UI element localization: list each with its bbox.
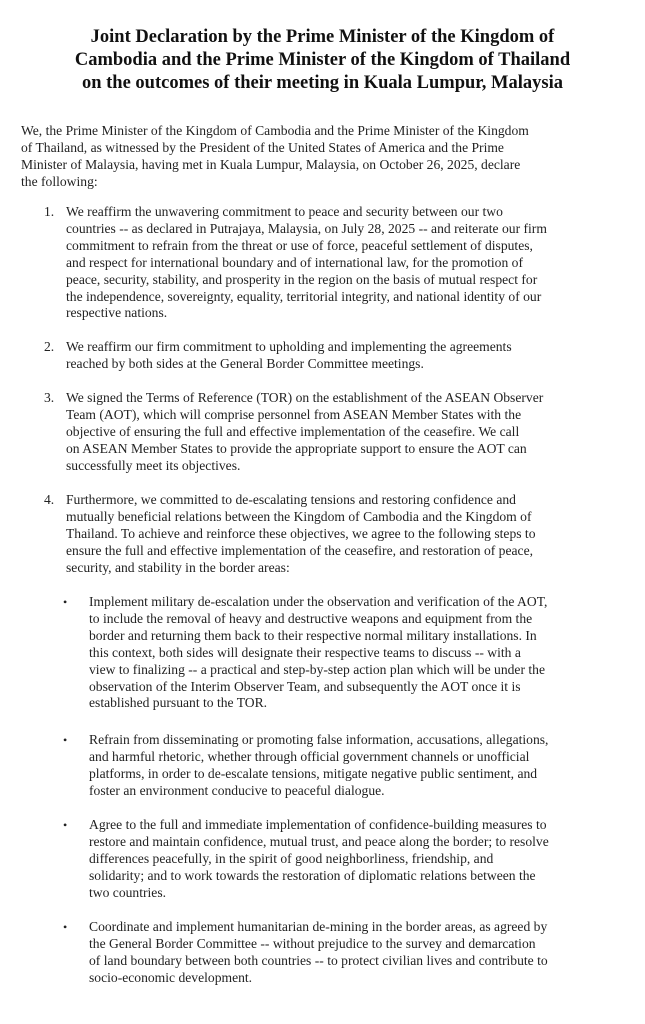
bullet-line: platforms, in order to de-escalate tensions, mitigate negative public sentiment, and (89, 765, 538, 781)
bullet-line: established pursuant to the TOR. (89, 695, 268, 711)
bullet-line: this context, both sides will designate their respective teams to discuss -- with a (89, 644, 521, 660)
bullet-icon: • (63, 595, 68, 609)
title-line: Joint Declaration by the Prime Minister of the Kingdom of (90, 27, 555, 47)
bullet-line: Refrain from disseminating or promoting false information, accusations, allegations, (89, 732, 549, 747)
numbered-item-2 (66, 339, 512, 373)
item-line: Thailand. To achieve and reinforce these objectives, we agree to the following steps to (66, 525, 536, 541)
bullet-line: solidarity; and to work towards the restoration of diplomatic relations between the (89, 867, 536, 883)
item-line: We signed the Terms of Reference (TOR) on the establishment of the ASEAN Observer (66, 390, 544, 405)
item-line: commitment to refrain from the threat or use of force, peaceful settlement of disputes, (66, 237, 533, 253)
item-line: peace, security, stability, and prosperity in the region on the basis of mutual respect for (66, 271, 538, 287)
item-line: We reaffirm our firm commitment to upholding and implementing the agreements (66, 339, 512, 354)
intro-line: Minister of Malaysia, having met in Kuala Lumpur, Malaysia, on October 26, 2025, declare (21, 156, 521, 172)
bullet-line: socio-economic development. (89, 969, 253, 985)
bullet-line: Implement military de-escalation under the observation and verification of the AOT, (89, 594, 548, 609)
item-line: respective nations. (66, 305, 168, 321)
intro-line: We, the Prime Minister of the Kingdom of Cambodia and the Prime Minister of the Kingdom (21, 123, 529, 138)
title-line: on the outcomes of their meeting in Kuala Lumpur, Malaysia (81, 73, 563, 93)
item-line: countries -- as declared in Putrajaya, Malaysia, on July 28, 2025 -- and reiterate our firm (66, 220, 547, 236)
bullet-item-1 (89, 594, 547, 712)
item-number: 4. (44, 492, 55, 507)
bullet-line: border and returning them back to their respective normal military installations. In (89, 627, 537, 643)
bullet-line: view to finalizing -- a practical and step-by-step action plan which will be under the (89, 661, 545, 677)
numbered-item-1 (66, 204, 547, 322)
bullet-icon: • (63, 733, 68, 747)
item-number: 3. (44, 390, 55, 405)
bullet-item-2 (89, 732, 548, 800)
item-line: on ASEAN Member States to provide the appropriate support to ensure the AOT can (66, 440, 527, 456)
bullet-item-3 (89, 817, 549, 902)
bullet-line: differences peacefully, in the spirit of good neighborliness, friendship, and (89, 850, 494, 866)
numbered-item-4 (66, 492, 536, 577)
bullet-icon: • (63, 920, 68, 934)
bullet-line: the General Border Committee -- without prejudice to the survey and demarcation (89, 935, 536, 951)
item-line: reached by both sides at the General Border Committee meetings. (66, 355, 424, 371)
bullet-line: to include the removal of heavy and destructive weapons and equipment from the (89, 610, 533, 626)
intro-paragraph (21, 123, 529, 191)
bullet-line: restore and maintain confidence, mutual trust, and peace along the border; to resolve (89, 833, 549, 849)
item-line: security, and stability in the border areas: (66, 559, 290, 575)
item-line: successfully meet its objectives. (66, 457, 241, 473)
document-title (0, 26, 645, 95)
item-line: the independence, sovereignty, equality, territorial integrity, and national identity of our (66, 288, 542, 304)
item-line: Furthermore, we committed to de-escalating tensions and restoring confidence and (66, 492, 516, 507)
bullet-line: Agree to the full and immediate implementation of confidence-building measures to (89, 817, 547, 832)
bullet-line: of land boundary between both countries -- to protect civilian lives and contribute to (89, 952, 548, 968)
title-line: Cambodia and the Prime Minister of the Kingdom of Thailand (74, 50, 571, 70)
item-line: mutually beneficial relations between the Kingdom of Cambodia and the Kingdom of (66, 508, 532, 524)
item-line: Team (AOT), which will comprise personnel from ASEAN Member States with the (66, 406, 522, 422)
bullet-icon: • (63, 818, 68, 832)
bullet-item-4 (89, 919, 548, 987)
bullet-line: two countries. (89, 884, 167, 900)
bullet-line: observation of the Interim Observer Team, and subsequently the AOT once it is (89, 678, 521, 694)
item-number: 2. (44, 339, 55, 354)
item-line: objective of ensuring the full and effective implementation of the ceasefire. We call (66, 423, 520, 439)
item-line: We reaffirm the unwavering commitment to peace and security between our two (66, 204, 503, 219)
item-number: 1. (44, 204, 55, 219)
numbered-item-3 (66, 390, 543, 475)
item-line: and respect for international boundary and of international law, for the promotion of (66, 254, 524, 270)
bullet-line: foster an environment conducive to peaceful dialogue. (89, 782, 385, 798)
bullet-line: and harmful rhetoric, whether through official government channels or unofficial (89, 748, 530, 764)
item-line: ensure the full and effective implementation of the ceasefire, and restoration of peace, (66, 542, 534, 558)
intro-line: the following: (21, 173, 98, 189)
intro-line: of Thailand, as witnessed by the President of the United States of America and the Prime (21, 139, 504, 155)
bullet-line: Coordinate and implement humanitarian de-mining in the border areas, as agreed by (89, 919, 548, 934)
